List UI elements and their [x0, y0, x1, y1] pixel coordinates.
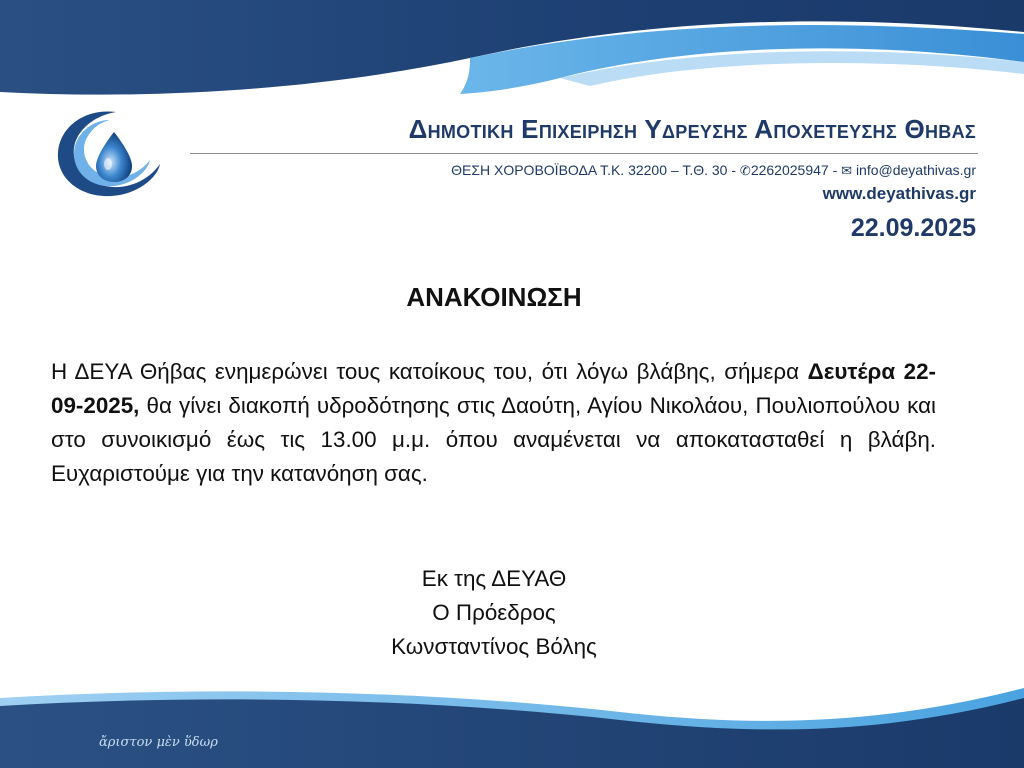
body-text-date: Δευτέρα 22-09-2025, [51, 359, 936, 418]
envelope-icon: ✉ [841, 163, 853, 178]
announcement-date: 22.09.2025 [850, 214, 976, 242]
body-text-intro: Η ΔΕΥΑ Θήβας ενημερώνει τους κατοίκους του, ότι λόγω βλάβης, σήμερα [51, 359, 800, 384]
announcement-heading: ΑΝΑΚΟΙΝΩΣΗ [406, 282, 582, 312]
email-link[interactable]: info@deyathivas.gr [855, 162, 976, 178]
water-drop-logo [50, 104, 166, 200]
contact-line [451, 162, 976, 179]
signature-issuer: Εκ της ΔΕΥΑΘ [421, 566, 567, 591]
signature-block [294, 562, 694, 664]
address-text: ΘΕΣΗ ΧΟΡΟΒΟΪΒΟΔΑ Τ.Κ. 32200 – Τ.Θ. 30 - [451, 162, 737, 178]
contact-separator: - [832, 162, 838, 178]
phone-icon: ✆ [739, 163, 751, 178]
website-link[interactable]: www.deyathivas.gr [822, 184, 976, 203]
announcement-body [51, 355, 936, 491]
bottom-wave-banner [0, 668, 1024, 768]
body-text-details: θα γίνει διακοπή υδροδότησης στις Δαούτη, Αγίου Νικολάου, Πουλιοπούλου και στο συνοικισμό έως τις 13.00 μ.μ. όπου αναμένεται να αποκατασταθεί η βλάβη. Ευχαριστούμε για την κατανόηση σας. [51, 393, 936, 486]
footer-motto: ἄριστον μὲν ὕδωρ [99, 735, 218, 750]
header-divider [190, 153, 978, 154]
phone-number: 2262025947 [750, 162, 829, 178]
organization-title: Δημοτικη Επιχειρηση Υδρευσης Αποχετευσης Θηβας [408, 114, 976, 144]
signature-name: Κωνσταντίνος Βόλης [391, 634, 597, 659]
top-wave-banner [0, 0, 1024, 110]
signature-title: Ο Πρόεδρος [432, 600, 556, 625]
